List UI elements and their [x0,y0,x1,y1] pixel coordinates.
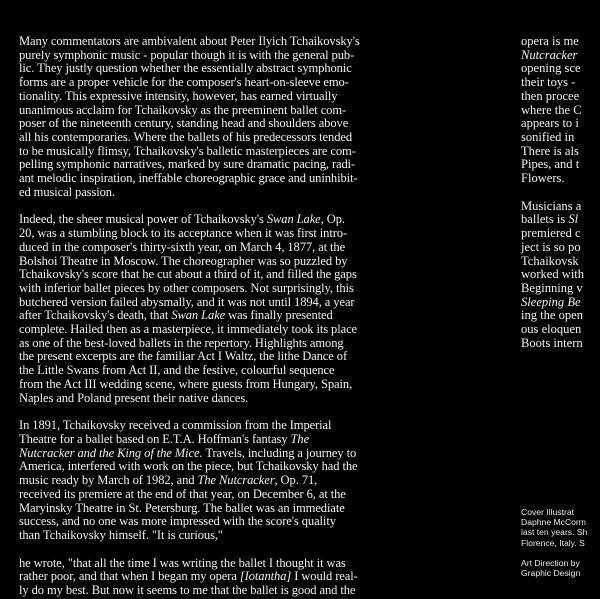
credit-line: last ten years. Sh [521,527,588,538]
text-line: after Tchaikovsky's death, that Swan Lake was finally presented [19,308,333,323]
credit-line: Graphic Design [521,568,581,579]
text-line: sonified in [521,129,575,144]
text-line: their toys - [521,75,576,90]
paragraph-quote [19,557,505,598]
text-line: lic. They justly question whether the essentially abstract symphonic [19,61,352,76]
text-line: ant melodic inspiration, ineffable choreographic grace and uninhibit- [19,171,358,186]
text-line: butchered version failed abysmally, and it was not until 1894, a year [19,294,355,309]
art-direction-credit [521,558,587,578]
text-line: from the Act III wedding scene, where guests from Hungary, Spain, [19,376,353,391]
text-line: Nutcracker and the King of the Mice. Travels, including a journey to [19,445,357,460]
text-line: Nutcracker [521,47,578,62]
credit-line: Art Direction by [521,557,580,568]
paragraph-symphonic-music [19,35,505,199]
text-line: as one of the best-loved ballets in the repertory. Highlights among [19,335,344,350]
text-line: to be musically flimsy, Tchaikovsky's balletic masterpieces are com- [19,143,356,158]
credit-line: Daphne McCorm [521,517,586,528]
text-line: Pipes, and t [521,157,580,172]
text-line: ed musical passion. [19,184,116,199]
text-line: ballets is Sl [521,212,579,227]
text-line: Sleeping Be [521,294,581,309]
text-line: purely symphonic music - popular though it is with the general pub- [19,47,355,62]
text-line: unanimous acclaim for Tchaikovsky as the preeminent ballet com- [19,102,347,117]
credits-block [521,507,587,588]
text-line: the present excerpts are the familiar Act I Waltz, the lithe Dance of [19,349,348,364]
text-line: pelling symphonic narratives, marked by sure dramatic pacing, radi- [19,157,356,172]
text-line: Tchaikovsky's score that he cut about a third of it, and filled the gaps [19,267,357,282]
text-line: where the C [521,102,582,117]
text-line: Naples and Poland present their native dances. [19,390,249,405]
text-line: ous eloquen [521,322,582,337]
text-line: In 1891, Tchaikovsky received a commission from the Imperial [19,418,332,433]
cover-illustration-credit [521,507,587,548]
text-line: premiered c [521,226,581,241]
text-line: received its premiere at the end of that year, on December 6, at the [19,486,346,501]
text-line: America, interfered with work on the piece, but Tchaikovsky had the [19,459,358,474]
text-line: opera is me [521,34,579,48]
text-line: tionality. This expressive intensity, however, has earned virtually [19,88,338,103]
credit-line: Florence, Italy. S [521,537,585,548]
text-line: Flowers. [521,171,565,186]
text-line: complete. Hailed then as a masterpiece, it immediately took its place [19,322,358,337]
text-line: Musicians a [521,198,582,213]
text-line: then procee [521,88,580,103]
text-line: Many commentators are ambivalent about Peter Ilyich Tchaikovsky's [19,34,360,48]
text-line: poser of the nineteenth century, standing head and shoulders above [19,116,349,131]
text-line: appears to i [521,116,579,131]
paragraph-swan-lake [19,213,505,405]
text-line: Indeed, the sheer musical power of Tchaikovsky's Swan Lake, Op. [19,212,345,227]
text-line: than Tchaikovsky himself. "It is curious," [19,527,223,542]
text-line: Maryinsky Theatre in St. Petersburg. The ballet was an immediate [19,500,345,515]
text-line: There is als [521,143,579,158]
text-line: with inferior ballet pieces by other composers. Not surprisingly, this [19,280,354,295]
text-line: duced in the composer's thirty-sixth year, on March 4, 1877, at the [19,239,346,254]
paragraph-sleeping-beauty [521,200,600,351]
text-line: Theatre for a ballet based on E.T.A. Hoffman's fantasy The [19,431,310,446]
liner-notes-left-column [19,35,505,599]
text-line: ject is so po [521,239,581,254]
text-line: Tchaikovsk [521,253,579,268]
text-line: Bolshoi Theatre in Moscow. The choreographer was so puzzled by [19,253,348,268]
text-line: music ready by March of 1982, and The Nutcracker, Op. 71, [19,473,318,488]
text-line: all his contemporaries. Where the ballets of his predecessors tended [19,129,353,144]
text-line: he wrote, "that all the time I was writing the ballet I thought it was [19,555,346,570]
text-line: opening sce [521,61,581,76]
paragraph-nutcracker [19,419,505,542]
text-line: Boots intern [521,335,583,350]
text-line: the Little Swans from Act II, and the festive, colourful sequence [19,363,335,378]
paragraph-nutcracker-continued [521,35,600,186]
text-line: success, and no one was more impressed with the score's quality [19,514,336,529]
credit-line: Cover Illustrat [521,507,575,517]
text-line: rather poor, and that when I began my opera [Iotantha] I would real- [19,569,358,584]
text-line: worked with [521,267,585,282]
text-line: forms are a proper vehicle for the composer's heart-on-sleeve emo- [19,75,349,90]
text-line: 20, was a stumbling block to its acceptance when it was first intro- [19,226,348,241]
text-line: ing the open [521,308,584,323]
text-line: ly do my best. But now it seems to me that the ballet is good and the [19,583,356,598]
text-line: Beginning v [521,280,583,295]
liner-notes-right-column [521,35,600,364]
